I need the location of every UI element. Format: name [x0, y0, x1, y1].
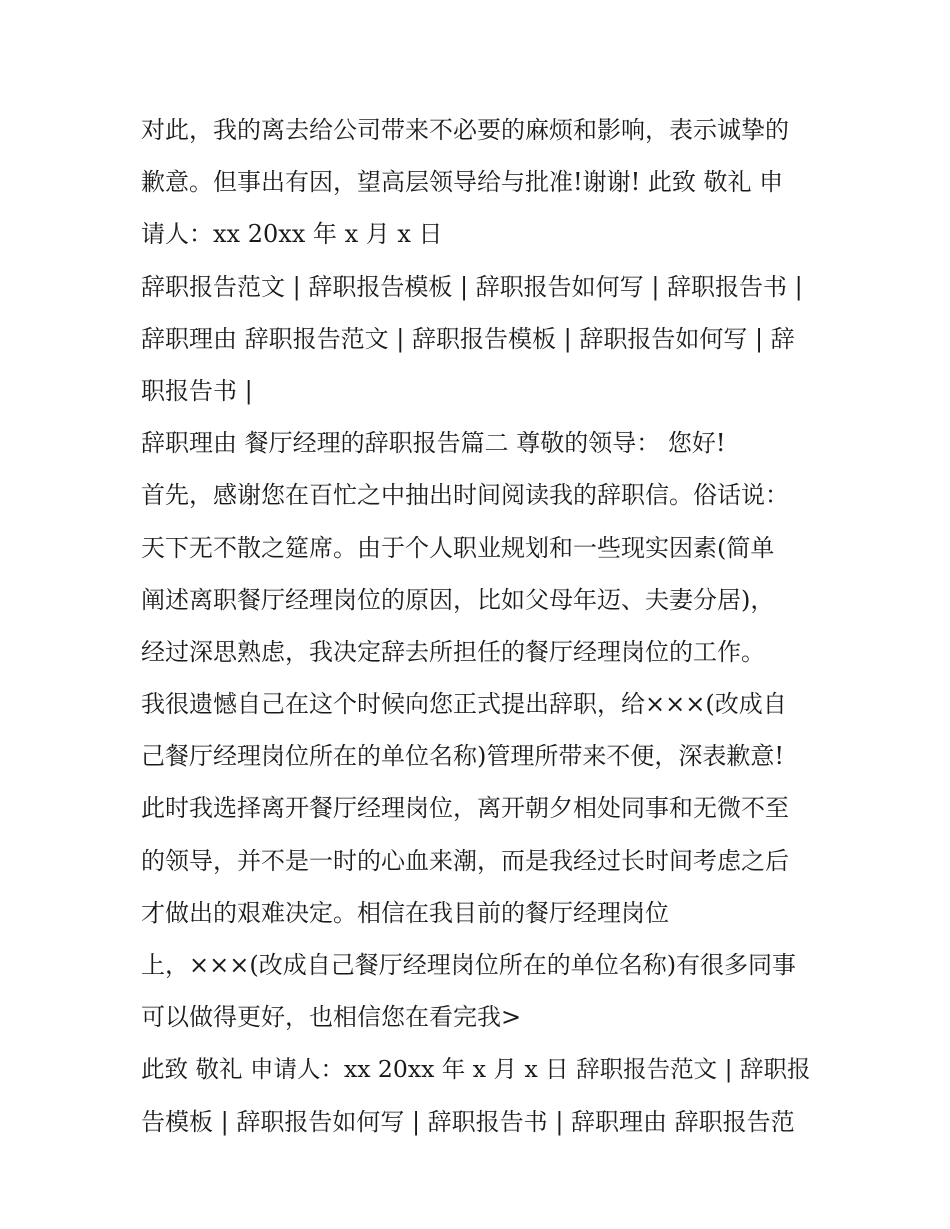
text-line-13: 己餐厅经理岗位所在的单位名称)管理所带来不便，深表歉意! — [141, 742, 785, 771]
text-line-19: 此致 敬礼 申请人：xx 20xx 年 x 月 x 日 辞职报告范文 | 辞职报 — [141, 1055, 811, 1084]
text-line-6: 职报告书 | — [141, 376, 253, 405]
text-line-7: 辞职理由 餐厅经理的辞职报告篇二 尊敬的领导： 您好! — [141, 429, 726, 458]
text-line-15: 的领导，并不是一时的心血来潮，而是我经过长时间考虑之后 — [141, 846, 789, 875]
text-line-4: 辞职报告范文 | 辞职报告模板 | 辞职报告如何写 | 辞职报告书 | — [141, 272, 803, 301]
text-line-12: 我很遗憾自己在这个时候向您正式提出辞职，给×××(改成自 — [141, 690, 787, 719]
text-line-10: 阐述离职餐厅经理岗位的原因，比如父母年迈、夫妻分居)， — [141, 585, 775, 614]
text-line-11: 经过深思熟虑，我决定辞去所担任的餐厅经理岗位的工作。 — [141, 637, 765, 666]
text-line-20: 告模板 | 辞职报告如何写 | 辞职报告书 | 辞职理由 辞职报告范 — [141, 1107, 795, 1136]
text-line-3: 请人：xx 20xx 年 x 月 x 日 — [141, 220, 443, 249]
text-line-2: 歉意。但事出有因，望高层领导给与批准!谢谢! 此致 敬礼 申 — [141, 168, 784, 197]
text-line-5: 辞职理由 辞职报告范文 | 辞职报告模板 | 辞职报告如何写 | 辞 — [141, 324, 795, 353]
text-line-9: 天下无不散之筵席。由于个人职业规划和一些现实因素(简单 — [141, 533, 775, 562]
text-line-16: 才做出的艰难决定。相信在我目前的餐厅经理岗位 — [141, 898, 669, 927]
text-line-18: 可以做得更好，也相信您在看完我> — [141, 1003, 522, 1032]
document-body — [141, 104, 821, 1148]
text-line-17: 上，×××(改成自己餐厅经理岗位所在的单位名称)有很多同事 — [141, 951, 797, 979]
text-line-8: 首先，感谢您在百忙之中抽出时间阅读我的辞职信。俗话说： — [141, 481, 789, 510]
text-line-1: 对此，我的离去给公司带来不必要的麻烦和影响，表示诚挚的 — [141, 116, 789, 144]
text-line-14: 此时我选择离开餐厅经理岗位，离开朝夕相处同事和无微不至 — [141, 794, 789, 823]
